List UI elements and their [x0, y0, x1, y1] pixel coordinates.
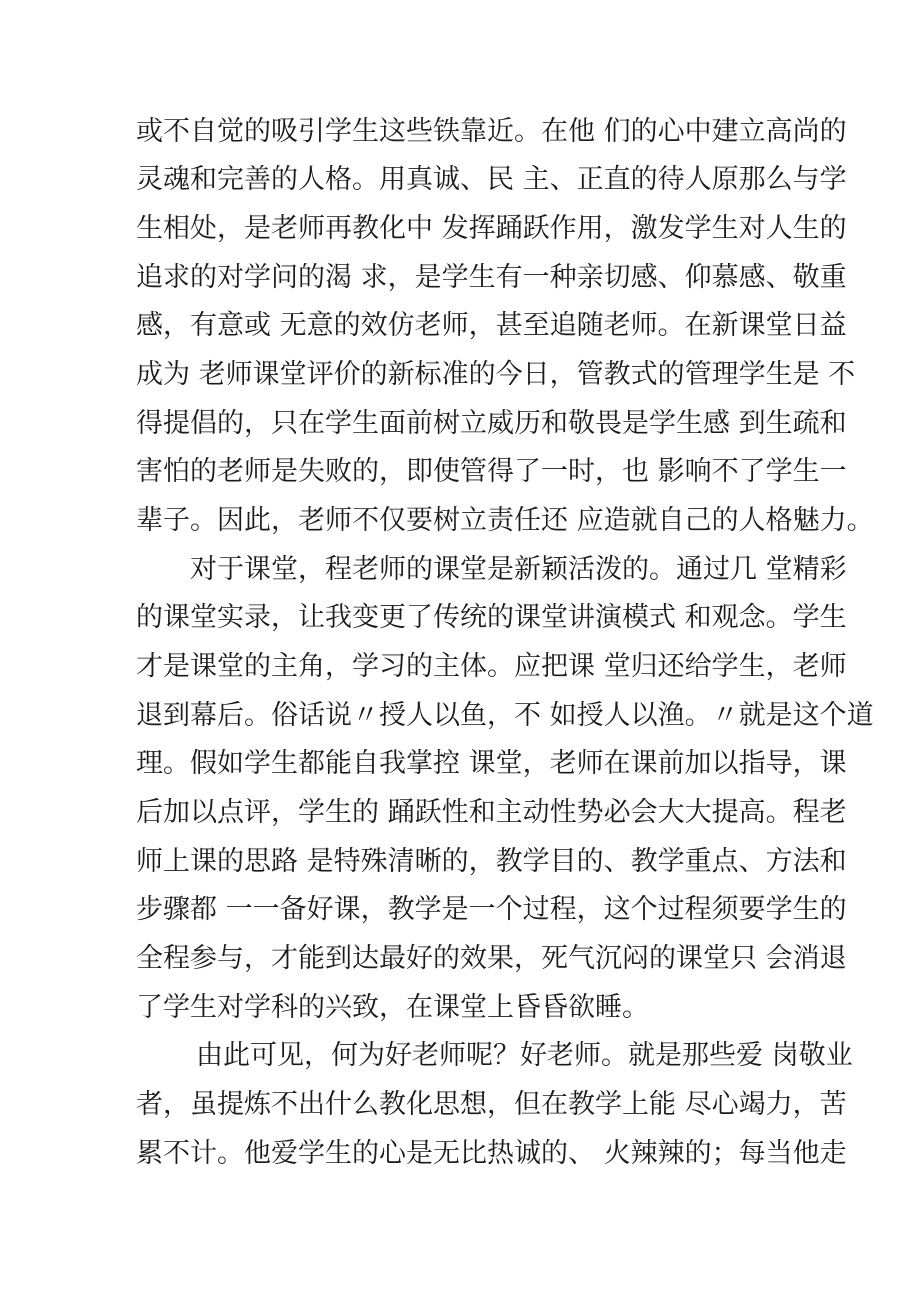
paragraph-2-line-9: 全程参与，才能到达最好的效果，死气沉闷的课堂只 会消退 [136, 943, 847, 974]
paragraph-1-line-8: 害怕的老师是失败的，即使管得了一时，也 影响不了学生一 [136, 456, 847, 487]
paragraph-3-line-1: 由此可见，何为好老师呢？好老师。就是那些爱 岗敬业 [196, 1040, 853, 1071]
paragraph-3-line-2: 者，虽提炼不出什么教化思想，但在教学上能 尽心竭力，苦 [136, 1089, 847, 1120]
paragraph-2-line-10: 了学生对学科的兴致，在课堂上昏昏欲睡。 [136, 992, 649, 1023]
paragraph-1-line-9: 辈子。因此，老师不仅要树立责任还 应造就自己的人格魅力。 [136, 505, 874, 536]
paragraph-2-line-8: 步骤都 一一备好课，教学是一个过程，这个过程须要学生的 [136, 894, 847, 925]
paragraph-2-line-7: 师上课的思路 是特殊清晰的，教学目的、教学重点、方法和 [136, 846, 847, 877]
paragraph-2-line-2: 的课堂实录，让我变更了传统的课堂讲演模式 和观念。学生 [136, 602, 847, 633]
paragraph-2-line-1: 对于课堂，程老师的课堂是新颖活泼的。通过几 堂精彩 [190, 554, 847, 585]
paragraph-1-line-7: 得提倡的，只在学生面前树立威历和敬畏是学生感 到生疏和 [136, 408, 847, 439]
paragraph-3-line-3: 累不计。他爱学生的心是无比热诚的、 火辣辣的；每当他走 [136, 1138, 847, 1169]
paragraph-2-line-3: 才是课堂的主角，学习的主体。应把课 堂归还给学生，老师 [136, 651, 847, 682]
paragraph-2-line-5: 理。假如学生都能自我掌控 课堂，老师在课前加以指导，课 [136, 748, 847, 779]
paragraph-1-line-3: 生相处，是老师再教化中 发挥踊跃作用，激发学生对人生的 [136, 213, 847, 244]
paragraph-1-line-2: 灵魂和完善的人格。用真诚、民 主、正直的待人原那么与学 [136, 164, 847, 195]
paragraph-1-line-4: 追求的对学问的渴 求，是学生有一种亲切感、仰慕感、敬重 [136, 262, 847, 293]
paragraph-1-line-6: 成为 老师课堂评价的新标准的今日，管教式的管理学生是 不 [136, 359, 856, 390]
paragraph-1-line-5: 感，有意或 无意的效仿老师，甚至追随老师。在新课堂日益 [136, 310, 847, 341]
paragraph-1-line-1: 或不自觉的吸引学生这些铁靠近。在他 们的心中建立高尚的 [136, 116, 847, 147]
paragraph-2-line-6: 后加以点评，学生的 踊跃性和主动性势必会大大提高。程老 [136, 797, 847, 828]
paragraph-2-line-4: 退到幕后。俗话说〃授人以鱼，不 如授人以渔。〃就是这个道 [136, 700, 874, 731]
